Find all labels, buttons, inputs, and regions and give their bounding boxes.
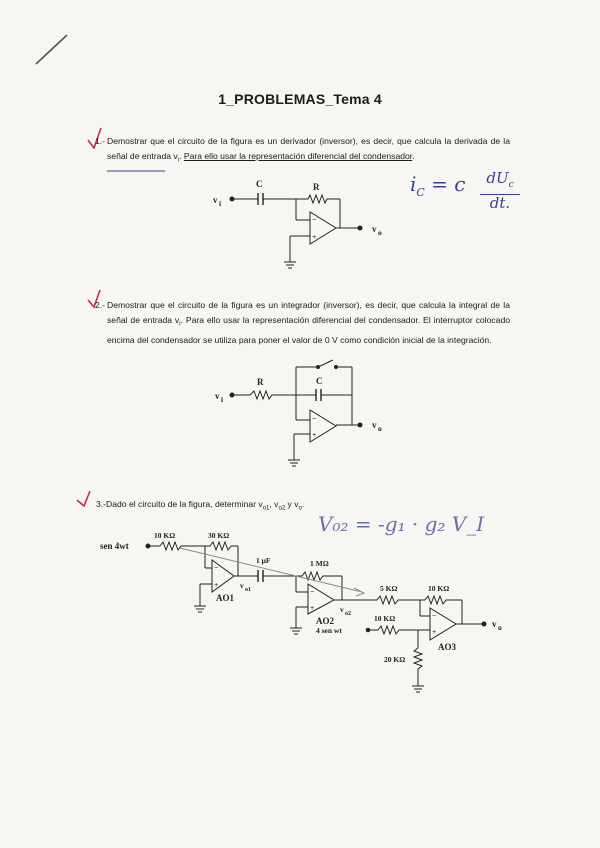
svg-text:5 KΩ: 5 KΩ	[380, 584, 398, 593]
svg-text:C: C	[316, 376, 323, 386]
svg-text:v: v	[340, 605, 344, 614]
svg-text:AO1: AO1	[216, 593, 234, 603]
svg-text:o: o	[498, 623, 502, 632]
svg-text:30 KΩ: 30 KΩ	[208, 531, 230, 540]
problem-number: 2.-	[95, 300, 106, 310]
problem-2-text: 2.- Demostrar que el circuito de la figura es un integrador (inversor), es decir, que calcula la integral de la señal de entrada $v_i$. Para ello usar la representación diferencial del condensador. El interruptor colocado encima del condensador se utiliza para poner el valor de 0 V como condición inicial de la integración.	[95, 300, 511, 345]
svg-text:−: −	[432, 611, 437, 620]
handwritten-fraction: $dU_c$ dt.	[480, 170, 520, 212]
problem-1-text: 1.- Demostrar que el circuito de la figura es un derivador (inversor), es decir, que calcula la derivada de la señal de entrada $v_i$. Para ello usar la representación diferencial del condensador.	[95, 136, 510, 164]
svg-text:+: +	[310, 603, 315, 612]
svg-text:10 KΩ: 10 KΩ	[428, 584, 450, 593]
problem-number: 1.-	[95, 136, 106, 146]
svg-text:1 MΩ: 1 MΩ	[310, 559, 329, 568]
underlined-instruction: Para ello usar la representación diferencial del condensador	[183, 151, 413, 161]
svg-text:R: R	[313, 182, 320, 192]
resistor-30k	[205, 542, 238, 550]
svg-text:AO2: AO2	[316, 616, 334, 626]
svg-text:10 KΩ: 10 KΩ	[154, 531, 176, 540]
svg-text:+: +	[432, 627, 437, 636]
resistor-1M	[296, 572, 342, 580]
svg-text:v: v	[492, 619, 497, 629]
svg-text:C: C	[256, 179, 263, 189]
svg-text:R: R	[257, 377, 264, 387]
svg-text:v: v	[213, 195, 218, 205]
svg-text:v: v	[372, 420, 377, 430]
svg-text:20 KΩ: 20 KΩ	[384, 655, 406, 664]
resistor-10k-src	[378, 626, 430, 634]
svg-text:o: o	[378, 228, 382, 237]
svg-text:o: o	[378, 424, 382, 433]
svg-text:v: v	[240, 581, 244, 590]
svg-text:−: −	[214, 563, 219, 572]
svg-text:i: i	[219, 199, 222, 208]
svg-text:o2: o2	[345, 611, 351, 617]
svg-text:sen 4wt: sen 4wt	[100, 541, 129, 551]
svg-text:4 sen wt: 4 sen wt	[316, 626, 342, 635]
resistor-10k-fb	[420, 596, 462, 604]
svg-text:AO3: AO3	[438, 642, 456, 652]
problem-3-text: 3.-Dado el circuito de la figura, determinar $v_{o1}$, $v_{o2}$ y $v_o$.	[96, 499, 305, 512]
svg-text:v: v	[372, 224, 377, 234]
resistor-20k	[414, 648, 422, 686]
svg-text:i: i	[221, 395, 224, 404]
svg-text:+: +	[312, 430, 317, 439]
svg-text:−: −	[312, 215, 317, 224]
svg-text:−: −	[310, 587, 315, 596]
svg-text:10 KΩ: 10 KΩ	[374, 614, 396, 623]
svg-text:+: +	[312, 232, 317, 241]
resistor-5k	[372, 596, 420, 604]
svg-text:o1: o1	[245, 587, 251, 593]
handwritten-formula-3: V₀₂ = -g₁ · g₂ V_I	[318, 512, 485, 536]
svg-text:1 μF: 1 μF	[256, 556, 271, 565]
svg-text:−: −	[312, 414, 317, 423]
svg-text:+: +	[214, 580, 219, 589]
handwritten-formula-1: $i_C = c$	[410, 172, 466, 199]
svg-text:v: v	[215, 391, 220, 401]
page-title: 1_PROBLEMAS_Tema 4	[218, 91, 382, 107]
